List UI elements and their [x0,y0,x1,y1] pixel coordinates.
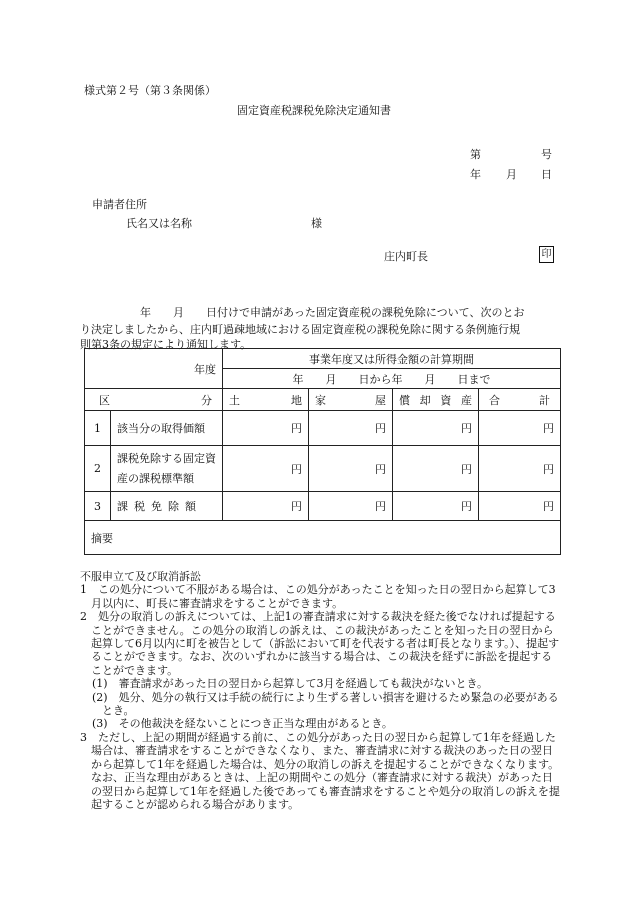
date-month: 月 [506,168,517,181]
col-land-char: 土 [229,393,240,407]
col-dep-char: 償 [399,393,410,407]
note-sub-2: (2) 処分、処分の執行又は手続の続行により生ずる著しい損害を避けるため緊急の必要があるとき。 [92,690,559,718]
yen-cell: 円 [309,446,393,492]
col-house-char: 屋 [375,393,386,407]
note-item-3: 3 ただし、上記の期間が経過する前に、この処分があった日の翌日から起算して1年を経過した場合は、審査請求をすることができなくなり、また、審査請求に対する裁決のあった日の翌日から起算して1年を経過した場合は、処分の取消しの訴えを提起することができなくなります。なお、正当な理由があるときは、上記の期間やこの処分（審査請求に対する裁決）があった日の翌日から起算して1年を経過した後であっても審査請求をすることや処分の取消しの訴えを提起することが認められる場合があります。 [80,730,560,811]
category-head-char-2: 分 [201,393,212,407]
row-number: 1 [85,411,111,446]
yen-cell: 円 [479,446,561,492]
yen-cell: 円 [223,492,309,521]
col-house-header [309,389,393,411]
document-title: 固定資産税課税免除決定通知書 [237,104,391,117]
row-label: 課税免除額 [111,492,223,521]
exemption-table [84,348,561,555]
period-header: 事業年度又は所得金額の計算期間 [223,349,561,369]
col-land-char: 地 [291,393,302,407]
col-house-char: 家 [315,393,326,407]
intro-line-3: 則第3条の規定により通知します。 [80,338,252,351]
form-number: 様式第２号（第３条関係） [84,84,216,97]
table-row [85,492,561,521]
intro-line-1: 年 月 日付けで申請があった固定資産税の課税免除について、次のとお [140,306,525,319]
yen-cell: 円 [393,446,479,492]
doc-number-prefix: 第 [470,148,481,161]
yen-cell: 円 [309,411,393,446]
col-dep-char: 産 [460,393,472,407]
yen-cell: 円 [393,492,479,521]
yen-cell: 円 [479,411,561,446]
note-item-1: 1 この処分について不服がある場合は、この処分があったことを知った日の翌日から起算して3月以内に、町長に審査請求をすることができます。 [80,583,556,610]
row-number: 2 [85,446,111,492]
date-day: 日 [541,168,552,181]
col-total-char: 計 [539,393,550,407]
row-label: 該当分の取得価額 [111,411,223,446]
intro-line-2: り決定しましたから、庄内町過疎地域における固定資産税の課税免除に関する条例施行規 [80,323,520,336]
applicant-name-label: 氏名又は名称 [126,217,192,230]
fiscal-year-cell [85,349,223,389]
table-row [85,446,561,492]
col-total-header [479,389,561,411]
col-depreciable-header [393,389,479,411]
seal-stamp: 印 [539,246,554,263]
note-sub-3: (3) その他裁決を経ないことにつき正当な理由があるとき。 [92,717,393,731]
remarks-cell: 摘要 [85,521,561,555]
col-dep-char: 資 [440,393,452,407]
row-label: 課税免除する固定資産の課税標準額 [111,446,223,492]
yen-cell: 円 [223,446,309,492]
note-sub-1: (1) 審査請求があった日の翌日から起算して3月を経過しても裁決がないとき。 [92,677,489,691]
appeal-notes [80,570,560,811]
applicant-address-label: 申請者住所 [92,198,147,211]
period-range: 年 月 日から年 月 日まで [223,369,561,389]
yen-cell: 円 [479,492,561,521]
row-number: 3 [85,492,111,521]
col-dep-char: 却 [419,393,431,407]
col-land-header [223,389,309,411]
fiscal-year-label: 年度 [194,362,216,376]
table-row [85,411,561,446]
notes-heading: 不服申立て及び取消訴訟 [80,570,201,583]
issuer-name: 庄内町長 [384,250,428,263]
yen-cell: 円 [393,411,479,446]
category-head-char-1: 区 [99,393,110,407]
col-total-char: 合 [489,393,500,407]
honorific: 様 [311,217,322,230]
doc-number-suffix: 号 [541,148,552,161]
note-item-2: 2 処分の取消しの訴えについては、上記1の審査請求に対する裁決を経た後でなければ提起することができません。この処分の取消しの訴えは、この裁決があったことを知った日の翌日から起算して6月以内に町を被告として（訴訟において町を代表する者は町長となります。）、提起することができます。なお、次のいずれかに該当する場合は、この裁決を経ずに訴訟を提起することができます。 [80,610,560,677]
yen-cell: 円 [309,492,393,521]
date-year: 年 [470,168,481,181]
yen-cell: 円 [223,411,309,446]
category-header [85,389,223,411]
